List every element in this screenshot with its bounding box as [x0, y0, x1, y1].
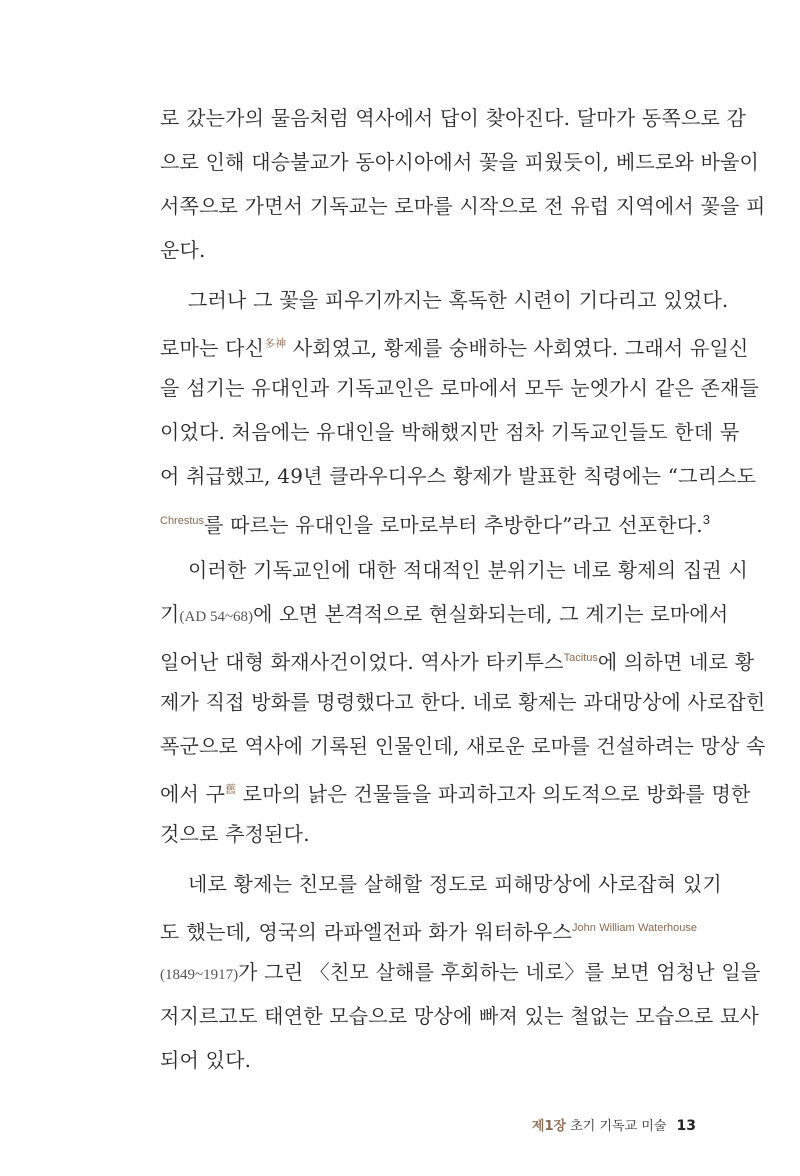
text-span: 가 그린 〈친모 살해를 후회하는 네로〉를 보면 엄청난 일을	[238, 960, 761, 984]
text-line	[160, 322, 749, 366]
text-line	[160, 950, 761, 994]
text-span: 에 의하면 네로 황	[597, 650, 755, 674]
text-line	[160, 636, 755, 680]
text-line	[160, 592, 729, 636]
text-line: 그러나 그 꽃을 피우기까지는 혹독한 시련이 기다리고 있었다.	[188, 288, 729, 312]
text-span: 에 오면 본격적으로 현실화되는데, 그 계기는 로마에서	[253, 602, 729, 626]
chapter-label: 제1장	[531, 1119, 567, 1134]
latin-annotation: Chrestus	[160, 515, 205, 527]
text-span: 를 따르는 유대인을 로마로부터 추방한다”라고 선포한다.	[204, 513, 703, 537]
text-span: 로마의 낡은 건물들을 파괴하고자 의도적으로 방화를 명한	[236, 782, 751, 806]
text-line: 되어 있다.	[160, 1048, 252, 1072]
text-line: 저지르고도 태연한 모습으로 망상에 빠져 있는 철없는 모습으로 묘사	[160, 1004, 760, 1028]
text-span: 기	[160, 602, 180, 626]
date-annotation: (1849~1917)	[160, 967, 239, 983]
text-span: 일어난 대형 화재사건이었다. 역사가 타키투스	[160, 650, 564, 674]
text-line: 로 갔는가의 물음처럼 역사에서 답이 찾아진다. 달마가 동쪽으로 감	[160, 106, 747, 130]
text-line: 서쪽으로 가면서 기독교는 로마를 시작으로 전 유럽 지역에서 꽃을 피	[160, 194, 766, 218]
paragraph	[160, 862, 761, 1082]
text-line: 것으로 추정된다.	[160, 822, 310, 846]
paragraph	[160, 278, 760, 542]
hanja-annotation: 舊	[225, 784, 237, 796]
text-span: 로마는 다신	[160, 336, 265, 360]
page-footer	[532, 1115, 696, 1134]
text-span: 에서 구	[160, 782, 226, 806]
text-span: 사회였고, 황제를 숭배하는 사회였다. 그래서 유일신	[286, 336, 749, 360]
text-line: 네로 황제는 친모를 살해할 정도로 피해망상에 사로잡혀 있기	[188, 872, 722, 896]
footnote-marker: 3	[702, 512, 710, 527]
text-line: 을 섬기는 유대인과 기독교인은 로마에서 모두 눈엣가시 같은 존재들	[160, 376, 760, 400]
text-line: 폭군으로 역사에 기록된 인물인데, 새로운 로마를 건설하려는 망상 속	[160, 734, 766, 758]
text-line	[160, 498, 710, 542]
page-number: 13	[676, 1118, 696, 1134]
hanja-annotation: 多神	[264, 338, 287, 350]
text-line: 이러한 기독교인에 대한 적대적인 분위기는 네로 황제의 집권 시	[188, 558, 748, 582]
text-line: 으로 인해 대승불교가 동아시아에서 꽃을 피웠듯이, 베드로와 바울이	[160, 150, 760, 174]
latin-annotation: John William Waterhouse	[571, 922, 697, 934]
page-body	[160, 96, 766, 1082]
text-span: 도 했는데, 영국의 라파엘전파 화가 워터하우스	[160, 920, 572, 944]
text-line: 어 취급했고, 49년 클라우디우스 황제가 발표한 칙령에는 “그리스도	[160, 464, 757, 488]
chapter-title: 초기 기독교 미술	[570, 1119, 667, 1134]
text-line	[160, 906, 697, 950]
text-line: 이었다. 처음에는 유대인을 박해했지만 점차 기독교인들도 한데 묶	[160, 420, 740, 444]
text-line: 운다.	[160, 238, 206, 262]
latin-annotation: Tacitus	[563, 652, 598, 664]
paragraph	[160, 96, 766, 272]
text-line: 제가 직접 방화를 명령했다고 한다. 네로 황제는 과대망상에 사로잡힌	[160, 690, 766, 714]
text-line	[160, 768, 751, 812]
paragraph	[160, 548, 766, 856]
date-annotation: (AD 54~68)	[179, 609, 254, 625]
